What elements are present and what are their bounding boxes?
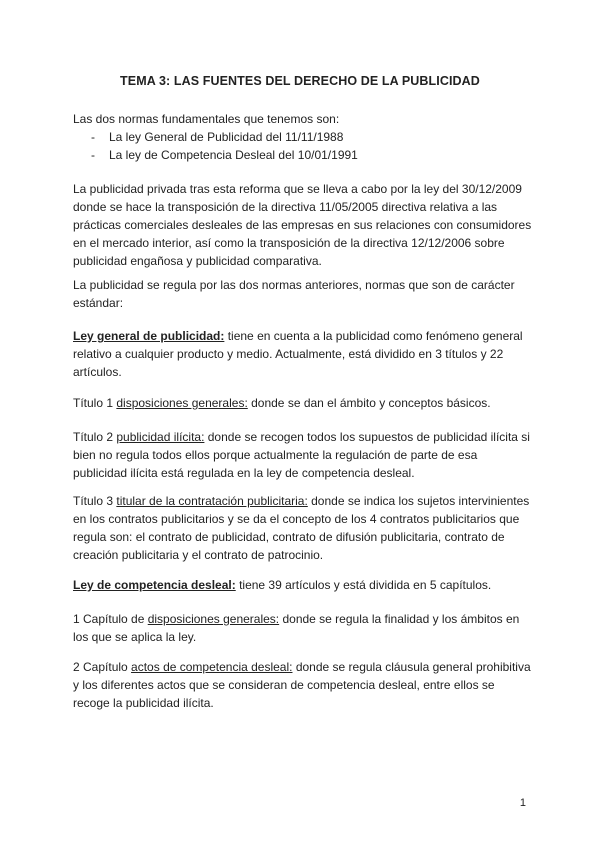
paragraph-titulo-3 (73, 492, 533, 564)
capitulo-1-prefix: 1 Capítulo de (73, 612, 148, 626)
paragraph-capitulo-1 (73, 610, 533, 646)
titulo-1-text: donde se dan el ámbito y conceptos básicos. (247, 396, 491, 410)
paragraph-titulo-2 (73, 428, 533, 482)
list-item (91, 128, 343, 146)
paragraph-reforma: La publicidad privada tras esta reforma que se lleva a cabo por la ley del 30/12/2009 donde se hace la transposición de la directiva 11/05/2005 directiva relativa a las prácticas comerciales desleales de las empresas en sus relaciones con consumidores en el mercado interior, así como la transposición de la directiva 12/12/2006 sobre publicidad engañosa y publicidad comparativa. (73, 182, 532, 268)
paragraph-titulo-1 (73, 394, 533, 412)
capitulo-2-prefix: 2 Capítulo (73, 660, 132, 674)
titulo-2-text: donde se recogen todos los supuestos de publicidad ilícita si bien no regula todos ellos porque actualmente la regulación de parte de esa publicidad ilícita está regulada en la ley de competencia desleal. (73, 430, 530, 480)
titulo-2-label: publicidad ilícita: (116, 430, 205, 444)
paragraph-regula: La publicidad se regula por las dos normas anteriores, normas que son de carácter estándar: (73, 278, 515, 310)
capitulo-1-label: disposiciones generales: (147, 612, 280, 626)
paragraph-ley-general (73, 327, 533, 381)
titulo-3-text: donde se indica los sujetos intervinientes en los contratos publicitarios y se da el concepto de los 4 contratos publicitarios que regula son: el contrato de publicidad, contrato de difusión publicitaria, contrato de creación publicitaria y el contrato de patrocinio. (73, 494, 530, 562)
intro-text: Las dos normas fundamentales que tenemos son: (73, 112, 340, 126)
bullet-dash: - (91, 148, 95, 162)
paragraph-ley-competencia (73, 576, 533, 594)
page-title: TEMA 3: LAS FUENTES DEL DERECHO DE LA PUBLICIDAD (120, 74, 480, 88)
law-item-label: La ley General de Publicidad del 11/11/1988 (109, 130, 344, 144)
titulo-1-label: disposiciones generales: (116, 396, 248, 410)
ley-competencia-heading: Ley de competencia desleal: (73, 578, 236, 592)
list-item (91, 146, 358, 164)
ley-competencia-text: tiene 39 artículos y está dividida en 5 capítulos. (235, 578, 492, 592)
ley-general-heading: Ley general de publicidad: (73, 329, 225, 343)
bullet-dash: - (91, 130, 95, 144)
titulo-3-label: titular de la contratación publicitaria: (116, 494, 308, 508)
paragraph-capitulo-2 (73, 658, 533, 712)
law-item-label: La ley de Competencia Desleal del 10/01/1991 (109, 148, 358, 162)
titulo-3-prefix: Título 3 (73, 494, 117, 508)
capitulo-2-label: actos de competencia desleal: (131, 660, 293, 674)
page-number: 1 (519, 797, 526, 809)
ley-general-text: tiene en cuenta a la publicidad como fenómeno general relativo a cualquier producto y medio. Actualmente, está dividido en 3 títulos y 22 artículos. (73, 329, 523, 379)
titulo-2-prefix: Título 2 (73, 430, 117, 444)
capitulo-1-text: donde se regula la finalidad y los ámbitos en los que se aplica la ley. (73, 612, 520, 644)
capitulo-2-text: donde se regula cláusula general prohibitiva y los diferentes actos que se consideran de competencia desleal, entre ellos se recoge la publicidad ilícita. (73, 660, 531, 710)
titulo-1-prefix: Título 1 (73, 396, 117, 410)
